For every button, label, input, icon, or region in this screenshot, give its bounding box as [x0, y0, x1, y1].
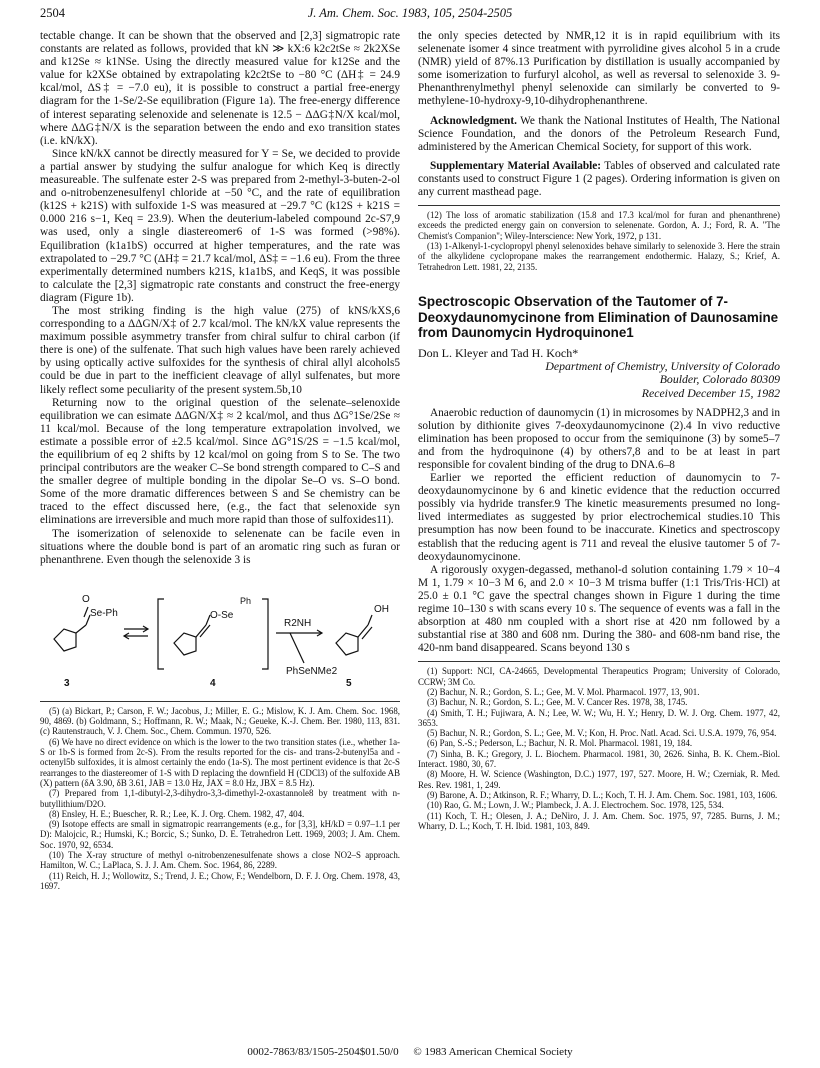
- footnote: (10) Rao, G. M.; Lown, J. W.; Plambeck, J. A. J. Electrochem. Soc. 1978, 125, 534.: [427, 800, 724, 811]
- ring-4: [174, 633, 196, 655]
- footnote: (12) The loss of aromatic stabilization (15.8 and 17.3 kcal/mol for furan and phenanthrene) exceeds the predicted energy gain on conversion to selenenate. Gordon, A. J.; Ford, R. A. "The Chemist's Companion"; Wiley-Interscience: New York, 1972, p 131.: [418, 210, 780, 241]
- reaction-scheme: [40, 573, 400, 695]
- ring-5: [336, 633, 358, 655]
- article-title: Spectroscopic Observation of the Tautomer of 7-Deoxydaunomycinone from Elimination of Daunosamine from Daunomycin Hydroquinone1: [418, 293, 779, 341]
- footnote: (13) 1-Alkenyl-1-cyclopropyl phenyl selenoxides behave similarly to selenoxide 3. Here the strain of the alkylidene cyclopropane makes the rearrangement endothermic. Halazy, S.; Krief, A. Tetrahedron Lett. 1981, 22, 2135.: [418, 241, 780, 272]
- footnote-divider: [418, 661, 780, 662]
- compound-4-label: 4: [210, 677, 216, 689]
- oh-label: OH: [374, 603, 389, 615]
- paragraph: The isomerization of selenoxide to selenenate can be facile even in situations where the double bond is part of an aromatic ring such as furan or phenanthrene. Even though the selenoxide 3 is: [40, 527, 400, 566]
- supplementary-heading: Supplementary Material Available:: [430, 159, 602, 172]
- right-column: [418, 30, 780, 831]
- supplementary-text: Tables of observed and calculated rate constants used to construct Figure 1 (2 pages). Ordering information is given on any current masthead page.: [418, 159, 781, 199]
- bracket-right: [262, 599, 268, 669]
- supplementary-material: [418, 160, 780, 199]
- footnote: (8) Moore, H. W. Science (Washington, D.C.) 1977, 197, 527. Moore, H. W.; Czerniak, R. Med. Res. Rev. 1981, 1, 249.: [418, 769, 780, 790]
- copyright: © 1983 American Chemical Society: [413, 1046, 573, 1058]
- page-header: [40, 6, 780, 26]
- right-footnotes-bottom: [418, 666, 780, 831]
- left-column: [40, 30, 400, 891]
- ring-3: [54, 629, 76, 651]
- article-code: 0002-7863/83/1505-2504$01.50/0: [247, 1046, 399, 1058]
- affiliation-department: Department of Chemistry, University of Colorado: [545, 358, 780, 373]
- paragraph: The most striking finding is the high value (275) of kNS/kXS,6 corresponding to a ΔΔGN/X‡ of 2.7 kcal/mol. The kN/kX value represents the maximum possible asymmetry transfer from chiral sulfur to chiral carbon (if there is one) of the sulfenate. That such high values have been rarely achieved by using optically active sulfoxides for the synthesis of chiral allyl alcohols5 could be due in part to the inefficient cleavage of allyl sulfenates, but more likely reflect some peculiarity of the present system.5b,10: [40, 304, 400, 396]
- footnote: (4) Smith, T. H.; Fujiwara, A. N.; Lee, W. W.; Wu, H. Y.; Henry, D. W. J. Org. Chem. 1977, 42, 3653.: [418, 707, 780, 728]
- footnote: (6) Pan, S.-S.; Pederson, L.; Bachur, N. R. Mol. Pharmacol. 1981, 19, 184.: [427, 738, 693, 749]
- oxygen-label: O: [82, 593, 90, 605]
- footnote: (5) (a) Bickart, P.; Carson, F. W.; Jacobus, J.; Miller, E. G.; Mislow, K. J. Am. Chem. Soc. 1968, 90, 4869. (b) Goldmann, S.; Hoffmann, R. W.; Maak, N.; Geueke, K.-J. Chem. Ber. 1980, 113, 831. (c) Rautenstrauch, V. J. Chem. Soc., Chem. Commun. 1970, 526.: [40, 705, 400, 737]
- page-footer: [40, 1046, 780, 1058]
- left-footnotes: [40, 706, 400, 891]
- paragraph: Since kN/kX cannot be directly measured for Y = Se, we decided to provide a partial answer by studying the sulfur analogue for which Keq is directly measureable. The sulfenate ester 2-S was prepared from 2-methyl-3-buten-2-ol and o-nitrobenzenesulfenyl chloride at −50 °C, and the rate of equilibration (k12S + k21S) with sulfoxide 1-S was measured at −29.7 °C (k12S + k21S = 0.000 216 s−1, Keq = 23.9). When the deuterium-labeled compound 2c-S7,9 was used, only a single diastereomer6 of 1-S was formed (>98%). Equilibration (k1a1bS) occurred at higher temperatures, and the rate was extrapolated to −29.7 °C (ΔH‡ = 21.7 kcal/mol, ΔS‡ = −1.6 eu). From the three experimentally determined numbers k21S, k1a1bS, and KeqS, it was possible to calculate the [2,3] sigmatropic rate constants and construct the free-energy diagram (Figure 1b).: [40, 147, 400, 304]
- acknowledgment-heading: Acknowledgment.: [430, 114, 517, 127]
- bracket-left: [158, 599, 164, 669]
- footnote: (10) The X-ray structure of methyl o-nitrobenzenesulfenate shows a close NO2–S approach. Hamilton, W. C.; LaPlaca, S. J. J. Am. Chem. Soc. 1964, 86, 2289.: [40, 850, 400, 871]
- se-ph-label: Se-Ph: [90, 607, 118, 619]
- o-se-label: O-Se: [210, 609, 234, 621]
- right-footnotes-top: [418, 210, 780, 272]
- received-date: Received December 15, 1982: [641, 385, 780, 400]
- paragraph: Anaerobic reduction of daunomycin (1) in microsomes by NADPH2,3 and in solution by dithionite gives 7-deoxydaunomycinone (2).4 In vivo reductive elimination has been proposed to occur from the semiquinone (3) by some5–7 and from the hydroquinone (4) by others7,8 and to be at least in part responsible for covalent binding of the drug to DNA.6–8: [418, 406, 780, 471]
- footnote: (6) We have no direct evidence on which is the lower to the two transition states (i.e., whether 1a-S or 1b-S is formed from 2c-S). From the results reported for the cis- and trans-2-butenyl5a and -octenyl5b sulfoxides, it is almost certainly the endo (1a-S). The most pertinent evidence is that 2c-S rearranges to the diastereomer of 1-S with D replacing the downfield H (CDCl3) of the sulfoxide AB (X) pattern (δA 3.90, δB 3.61, JAB = 13.0 Hz, JAX = 8.0 Hz, JBX = 8.5 Hz).: [40, 736, 400, 788]
- compound-5-label: 5: [346, 677, 352, 689]
- footnote: (11) Reich, H. J.; Wollowitz, S.; Trend, J. E.; Chow, F.; Wendelborn, D. F. J. Org. Chem. 1978, 43, 1697.: [40, 870, 400, 891]
- reagent-label: R2NH: [284, 617, 312, 629]
- affiliation: [418, 360, 780, 401]
- acknowledgment: [418, 115, 780, 154]
- paragraph: Returning now to the original question of the selenate–selenoxide equilibration we can esimate ΔΔGN/X‡ ≈ 2 kcal/mol, and thus ΔG°1Se/2Se ≈ 11 kcal/mol. Because of the long temperature extrapolation involved, we estimate a possible error of ±2.5 kcal/mol. Since ΔG°1S/2S = −1.5 kcal/mol, the equilibrium of eq 2 shifts by 12 kcal/mol on going from S to Se. The two principal contributors are the weaker C–Se bond strength compared to C–S and the smaller degree of multiple bonding in the dipolar Se–O vs. S–O bond. Some of the more dramatic differences between S and Se chemistry can be traced to the effect discussed here, (e.g., the fact that selenoxide syn eliminations are irreversible and much more rapid than those of sulfoxides11).: [40, 396, 400, 527]
- paragraph: Earlier we reported the efficient reduction of daunomycin to 7-deoxydaunomycinone by 6 and kinetic evidence that the reduction occurred possibly via hydride transfer.9 The kinetic measurements presumed no long-lived intermediates as suggested by prior electrochemical studies.10 This presumption has now been found to be inaccurate. Kinetics and spectroscopy establish that the reducing agent is 711 and reveal the elusive tautomer 5 of 7-deoxydaunomycinone.: [418, 472, 780, 563]
- journal-citation: J. Am. Chem. Soc. 1983, 105, 2504-2505: [307, 6, 513, 20]
- compound-3-label: 3: [64, 677, 70, 689]
- footnote: (9) Barone, A. D.; Atkinson, R. F.; Wharry, D. L.; Koch, T. H. J. Am. Chem. Soc. 1981, 103, 1606.: [427, 789, 778, 800]
- page-number: 2504: [40, 6, 65, 20]
- footnote: (9) Isotope effects are small in sigmatropic rearrangements (e.g., for [3,3], kH/kD = 0.97–1.1 per D): Malojcic, R.; Humski, K.; Borcic, S.; Sunko, D. E. Tetrahedron Lett. 1969, 2003; J. Am. Chem. Soc. 1970, 92, 6534.: [40, 819, 400, 850]
- footnote: (5) Bachur, N. R.; Gordon, S. L.; Gee, M. V.; Kon, H. Proc. Natl. Acad. Sci. U.S.A. 1979, 76, 954.: [427, 728, 777, 739]
- footnote: (2) Bachur, N. R.; Gordon, S. L.; Gee, M. V. Mol. Pharmacol. 1977, 13, 901.: [427, 686, 700, 697]
- affiliation-location: Boulder, Colorado 80309: [659, 372, 780, 387]
- article-authors: Don L. Kleyer and Tad H. Koch*: [418, 345, 579, 360]
- paragraph: tectable change. It can be shown that the observed and [2,3] sigmatropic rate constants are related as follows, provided that kN ≫ kX:6 k2c2tSe ≈ 2k2XSe and k12Se ≈ k1NSe. Using the directly measured value for k12Se and the value for k2XSe obtained by extrapolating k2c2tSe to −80 °C (ΔH‡ = 24.9 kcal/mol, ΔS‡ = −7.0 eu), it is possible to construct a partial free-energy diagram for the 1-Se/2-Se equilibration (Figure 1a). The free-energy difference of interest separating selenoxide and selenenate is 12.5 − ΔΔG‡N/X kcal/mol, where ΔΔG‡N/X is the separation between the endo and exo transition states (i.e. kN/kX).: [40, 30, 400, 147]
- footnote: (7) Sinha, B. K.; Gregory, J. L. Biochem. Pharmacol. 1981, 30, 2626. Sinha, B. K. Chem.-Biol. Interact. 1980, 30, 67.: [418, 748, 780, 770]
- acknowledgment-text: We thank the National Institutes of Health, The National Science Foundation, and the donors of the Petroleum Research Fund, administered by the American Chemical Society, for support of this work.: [418, 114, 780, 153]
- paragraph: the only species detected by NMR,12 it is in rapid equilibrium with its selenenate isomer 4 since treatment with pyrrolidine gives alcohol 5 in a crude (NMR) yield of 87%.13 Purification by distillation is usually accompanied by some isomerization to furfuryl alcohol, as well as reversal to selenoxide 3. 9-Phenanthrenylmethyl phenyl selenoxide can similarly be converted to 9-methylene-10-hydroxy-9,10-dihydrophenanthrene.: [418, 30, 780, 108]
- byproduct-label: PhSeNMe2: [286, 665, 338, 677]
- footnote-divider: [40, 701, 400, 702]
- footnote: (7) Prepared from 1,1-dibutyl-2,3-dihydro-3,3-dimethyl-2-oxastannole8 by treatment with n-butyllithium/D2O.: [40, 788, 400, 809]
- footnote-divider: [418, 205, 780, 206]
- paragraph: A rigorously oxygen-degassed, methanol-d solution containing 1.79 × 10−4 M 1, 1.79 × 10−3 M 6, and 2.0 × 10−3 M trisma buffer (1:1 Tris/Tris·HCl) at 25.0 ± 0.1 °C gave the spectral changes shown in Figure 1 during the time regime 10–130 s with scans every 10 s. The sequence of events was a fall in the absorption at 480 nm coupled with a short rise at 420 nm followed by a substantial rise at 380 and 608 nm. During the 380- and 608-nm band rise, the 420-nm band disappeared. Scans beyond 130 s: [418, 563, 780, 655]
- footnote: (3) Bachur, N. R.; Gordon, S. L.; Gee, M. V. Cancer Res. 1978, 38, 1745.: [427, 697, 688, 708]
- ph-label: Ph: [240, 595, 252, 606]
- footnote: (1) Support: NCI, CA-24665, Developmental Therapeutics Program; University of Colorado, CCRW; 3M Co.: [418, 666, 780, 687]
- footnote: (8) Ensley, H. E.; Buescher, R. R.; Lee, K. J. Org. Chem. 1982, 47, 404.: [49, 808, 305, 819]
- footnote: (11) Koch, T. H.; Olesen, J. A.; DeNiro, J. J. Am. Chem. Soc. 1975, 97, 7285. Burns, J. M.; Wharry, D. L.; Koch, T. H. Ibid. 1981, 103, 849.: [418, 810, 780, 831]
